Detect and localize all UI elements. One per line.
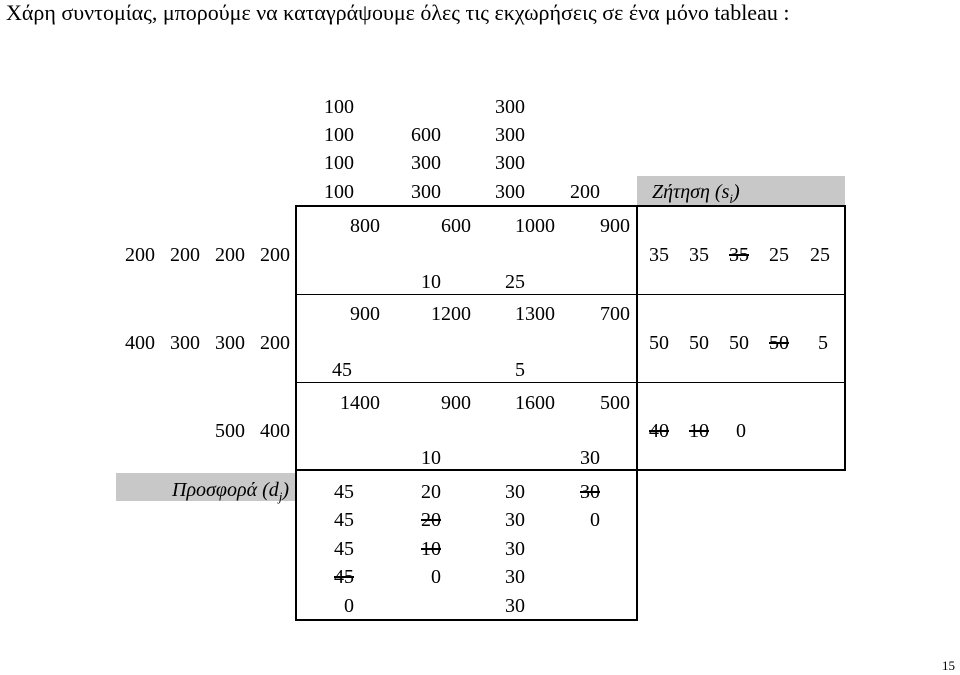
- column-penalty: 300: [495, 124, 525, 146]
- row-penalty: 200: [260, 332, 290, 354]
- demand-value: 50: [769, 332, 789, 354]
- row-divider-2: [295, 382, 846, 383]
- row-penalty: 200: [260, 244, 290, 266]
- supply-value: 45: [334, 481, 354, 503]
- allocation-cell: 25: [505, 271, 525, 293]
- row-penalty: 200: [215, 244, 245, 266]
- row-penalty: 300: [170, 332, 200, 354]
- supply-value: 30: [505, 595, 525, 617]
- cost-cell: 900: [350, 303, 380, 325]
- demand-value: 25: [769, 244, 789, 266]
- page-number: 15: [942, 658, 955, 673]
- cost-cell: 1000: [515, 215, 555, 237]
- demand-value: 5: [818, 332, 828, 354]
- cost-cell: 500: [600, 392, 630, 414]
- demand-col-divider: [636, 205, 638, 621]
- supply-value: 0: [590, 509, 600, 531]
- supply-value: 30: [505, 481, 525, 503]
- supply-value: 10: [421, 538, 441, 560]
- column-penalty: 600: [411, 124, 441, 146]
- demand-value: 35: [649, 244, 669, 266]
- cost-cell: 1200: [431, 303, 471, 325]
- allocation-cell: 45: [332, 359, 352, 381]
- cost-cell: 900: [441, 392, 471, 414]
- column-penalty: 100: [324, 181, 354, 203]
- column-penalty: 100: [324, 96, 354, 118]
- cost-cell: 700: [600, 303, 630, 325]
- demand-value: 0: [736, 420, 746, 442]
- cost-cell: 1600: [515, 392, 555, 414]
- allocation-cell: 5: [515, 359, 525, 381]
- cost-cell: 1300: [515, 303, 555, 325]
- tableau-frame: [295, 205, 846, 471]
- allocation-cell: 30: [580, 447, 600, 469]
- row-divider-1: [295, 294, 846, 295]
- supply-value: 45: [334, 538, 354, 560]
- row-penalty: 400: [125, 332, 155, 354]
- demand-label: Ζήτηση $(s_i)$: [652, 181, 740, 206]
- demand-value: 35: [729, 244, 749, 266]
- demand-value: 35: [689, 244, 709, 266]
- row-penalty: 300: [215, 332, 245, 354]
- demand-value: 25: [810, 244, 830, 266]
- column-penalty: 100: [324, 124, 354, 146]
- demand-value: 50: [649, 332, 669, 354]
- column-penalty: 300: [495, 152, 525, 174]
- supply-value: 0: [344, 595, 354, 617]
- cost-cell: 900: [600, 215, 630, 237]
- supply-value: 30: [505, 538, 525, 560]
- cost-cell: 800: [350, 215, 380, 237]
- supply-value: 30: [505, 566, 525, 588]
- column-penalty: 300: [495, 181, 525, 203]
- column-penalty: 300: [411, 181, 441, 203]
- slide-title: Χάρη συντομίας, μπορούμε να καταγράψουμε όλες τις εκχωρήσεις σε ένα μόνο tableau :: [6, 0, 790, 25]
- row-penalty: 500: [215, 420, 245, 442]
- supply-value: 30: [580, 481, 600, 503]
- supply-value: 30: [505, 509, 525, 531]
- demand-value: 50: [729, 332, 749, 354]
- row-penalty: 400: [260, 420, 290, 442]
- row-penalty: 200: [170, 244, 200, 266]
- demand-value: 10: [689, 420, 709, 442]
- allocation-cell: 10: [421, 447, 441, 469]
- column-penalty: 300: [495, 96, 525, 118]
- demand-value: 50: [689, 332, 709, 354]
- supply-value: 45: [334, 509, 354, 531]
- supply-value: 45: [334, 566, 354, 588]
- supply-value: 20: [421, 509, 441, 531]
- cost-cell: 1400: [340, 392, 380, 414]
- row-penalty: 200: [125, 244, 155, 266]
- column-penalty: 300: [411, 152, 441, 174]
- supply-label: Προσφορά $(d_j)$: [172, 479, 290, 504]
- supply-value: 20: [421, 481, 441, 503]
- allocation-cell: 10: [421, 271, 441, 293]
- supply-value: 0: [431, 566, 441, 588]
- demand-value: 40: [649, 420, 669, 442]
- column-penalty: 100: [324, 152, 354, 174]
- column-penalty: 200: [570, 181, 600, 203]
- cost-cell: 600: [441, 215, 471, 237]
